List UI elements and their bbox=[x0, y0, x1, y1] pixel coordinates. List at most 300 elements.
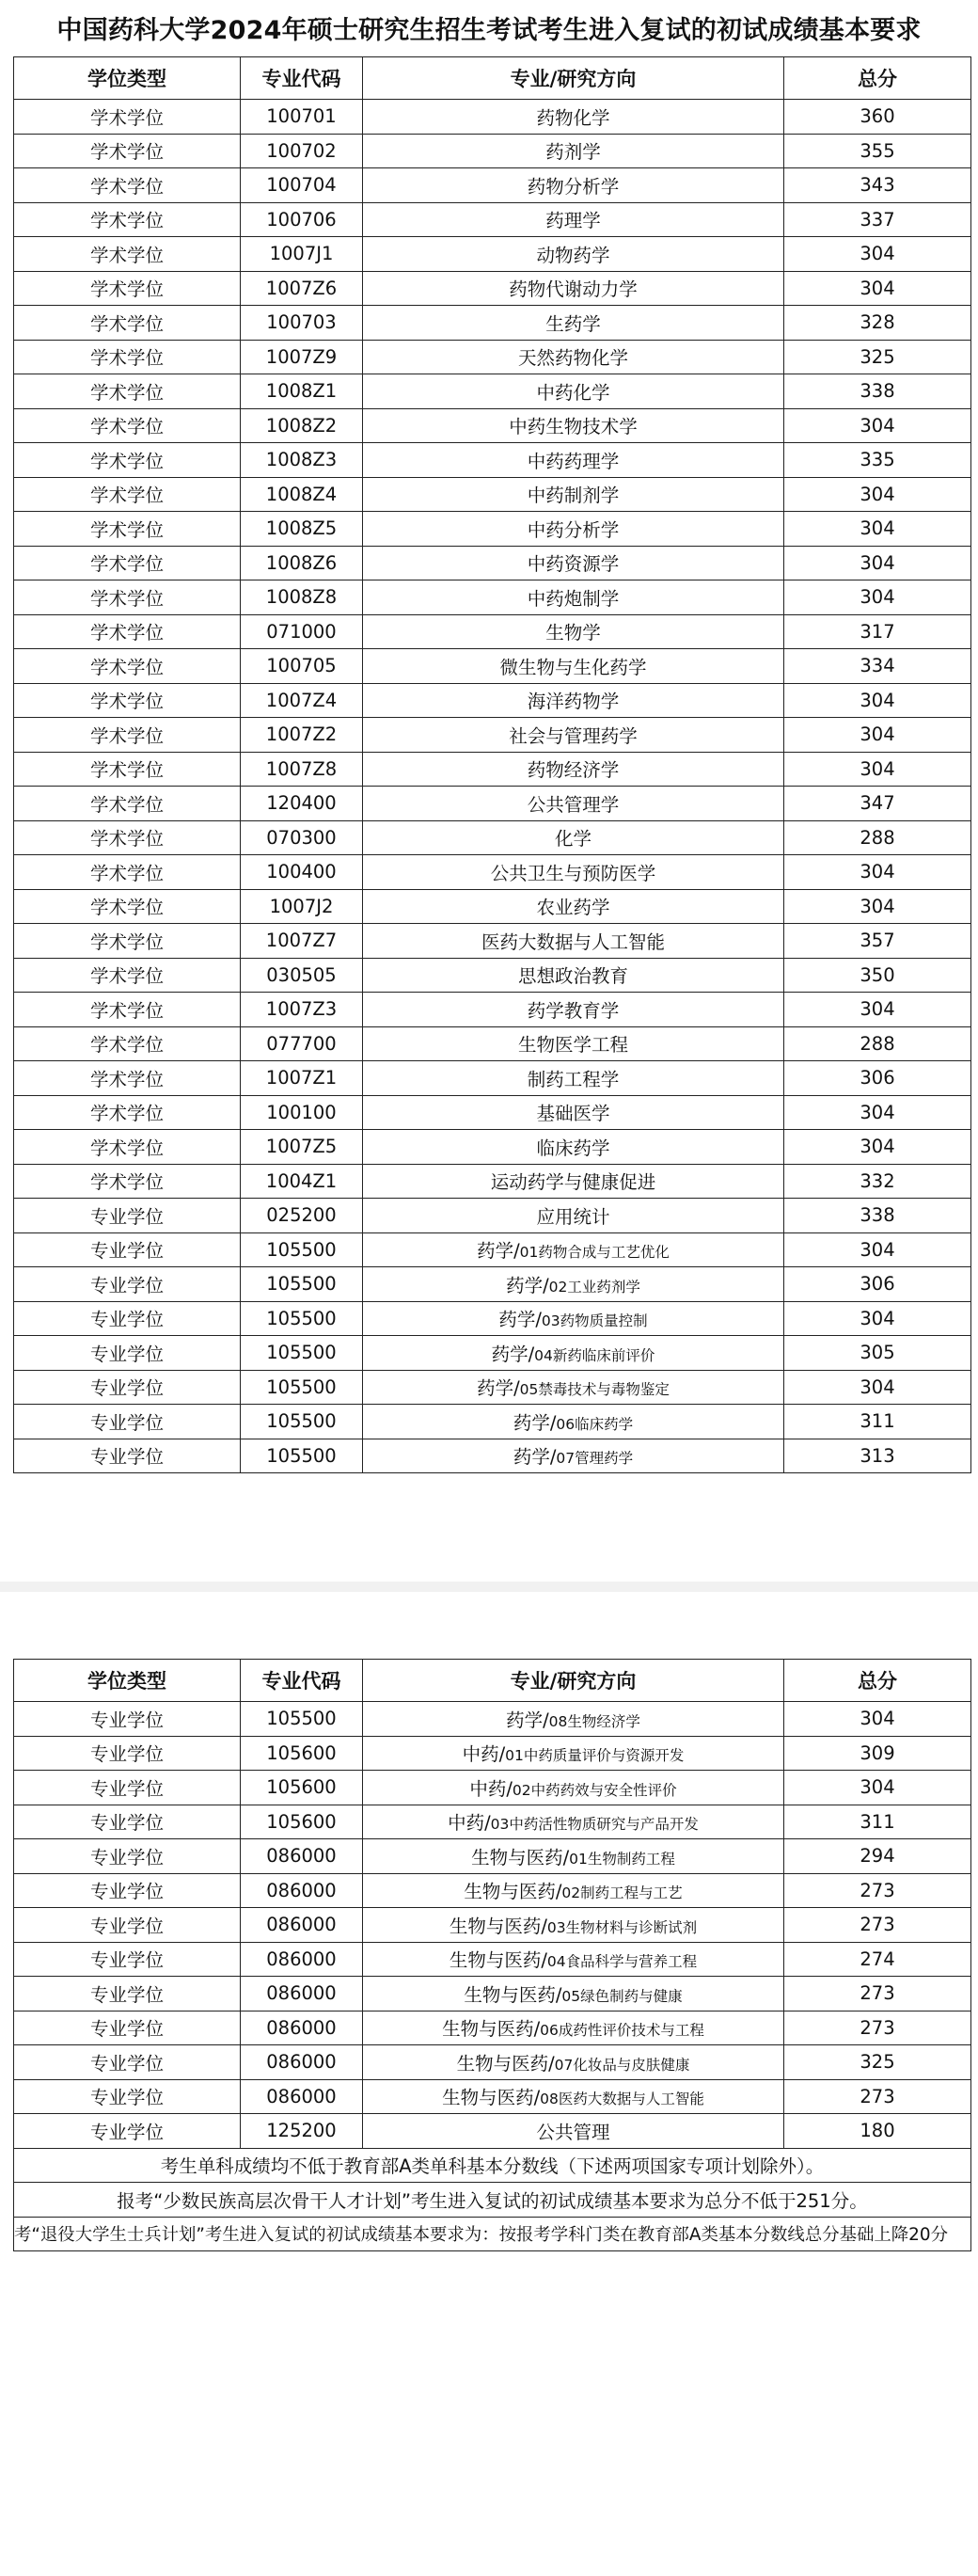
major-name: 药学/ bbox=[506, 1709, 549, 1731]
major-name: 中药资源学 bbox=[527, 553, 620, 576]
cell-major-direction bbox=[363, 889, 784, 924]
header-total-score: 总分 bbox=[784, 57, 971, 100]
major-name: 生物与医药/ bbox=[464, 1881, 562, 1903]
cell-major-code: 1007Z3 bbox=[241, 993, 363, 1027]
cell-major-code: 1007Z6 bbox=[241, 271, 363, 306]
table-row bbox=[14, 1130, 971, 1165]
cell-total-score: 288 bbox=[784, 1026, 971, 1061]
cell-major-code: 1008Z6 bbox=[241, 546, 363, 580]
cell-major-code: 1008Z8 bbox=[241, 580, 363, 615]
cell-degree-type: 专业学位 bbox=[14, 1702, 241, 1737]
major-name: 中药/ bbox=[469, 1777, 513, 1800]
cell-major-direction bbox=[363, 649, 784, 684]
major-name: 药学/ bbox=[513, 1411, 557, 1434]
cell-total-score: 334 bbox=[784, 649, 971, 684]
cell-degree-type: 学术学位 bbox=[14, 1164, 241, 1199]
cell-total-score: 325 bbox=[784, 340, 971, 374]
research-direction: 03药物质量控制 bbox=[541, 1312, 648, 1330]
research-direction: 01生物制药工程 bbox=[569, 1850, 675, 1868]
cell-major-code: 086000 bbox=[241, 1873, 363, 1908]
cell-major-direction bbox=[363, 683, 784, 718]
cell-major-code: 105600 bbox=[241, 1771, 363, 1805]
cell-major-direction bbox=[363, 1977, 784, 2012]
cell-degree-type: 专业学位 bbox=[14, 1977, 241, 2012]
table-row bbox=[14, 1839, 971, 1874]
table-row bbox=[14, 1164, 971, 1199]
cell-total-score: 304 bbox=[784, 752, 971, 787]
cell-degree-type: 学术学位 bbox=[14, 614, 241, 649]
cell-total-score: 332 bbox=[784, 1164, 971, 1199]
table-row bbox=[14, 787, 971, 821]
cell-degree-type: 学术学位 bbox=[14, 512, 241, 547]
cell-total-score: 304 bbox=[784, 993, 971, 1027]
cell-total-score: 313 bbox=[784, 1439, 971, 1473]
table-row bbox=[14, 202, 971, 237]
cell-total-score: 304 bbox=[784, 1771, 971, 1805]
cell-total-score: 273 bbox=[784, 2011, 971, 2045]
cell-total-score: 306 bbox=[784, 1061, 971, 1096]
table-row bbox=[14, 1199, 971, 1233]
major-name: 药学/ bbox=[513, 1446, 557, 1469]
cell-total-score: 304 bbox=[784, 718, 971, 753]
table-row bbox=[14, 889, 971, 924]
cell-total-score: 304 bbox=[784, 1702, 971, 1737]
cell-major-code: 105500 bbox=[241, 1301, 363, 1336]
research-direction: 07化妆品与皮肤健康 bbox=[554, 2056, 690, 2074]
table-row bbox=[14, 580, 971, 615]
major-name: 微生物与生化药学 bbox=[499, 656, 647, 678]
cell-degree-type: 学术学位 bbox=[14, 787, 241, 821]
major-name: 公共管理 bbox=[536, 2121, 610, 2143]
table-row bbox=[14, 134, 971, 168]
cell-major-direction bbox=[363, 2045, 784, 2080]
cell-total-score: 311 bbox=[784, 1405, 971, 1439]
table-row bbox=[14, 1405, 971, 1439]
cell-major-direction bbox=[363, 752, 784, 787]
table-body bbox=[14, 1702, 971, 2149]
cell-major-direction bbox=[363, 1942, 784, 1977]
cell-degree-type: 学术学位 bbox=[14, 477, 241, 512]
research-direction: 03中药活性物质研究与产品开发 bbox=[490, 1816, 699, 1834]
table-row bbox=[14, 100, 971, 135]
research-direction: 06成药性评价技术与工程 bbox=[540, 2022, 704, 2040]
cell-major-direction bbox=[363, 477, 784, 512]
major-name: 药物经济学 bbox=[527, 759, 620, 782]
cell-total-score: 306 bbox=[784, 1267, 971, 1302]
cell-total-score: 337 bbox=[784, 202, 971, 237]
cell-major-direction bbox=[363, 1232, 784, 1267]
cell-degree-type: 专业学位 bbox=[14, 1873, 241, 1908]
cell-major-direction bbox=[363, 1771, 784, 1805]
cell-major-direction bbox=[363, 546, 784, 580]
cell-major-code: 105500 bbox=[241, 1336, 363, 1371]
research-direction: 08医药大数据与人工智能 bbox=[540, 2091, 704, 2108]
cell-total-score: 273 bbox=[784, 1873, 971, 1908]
research-direction: 04食品科学与营养工程 bbox=[546, 1953, 698, 1971]
cell-major-code: 086000 bbox=[241, 1977, 363, 2012]
table-row bbox=[14, 1702, 971, 1737]
table-row bbox=[14, 683, 971, 718]
cell-degree-type: 学术学位 bbox=[14, 134, 241, 168]
cell-major-code: 1008Z4 bbox=[241, 477, 363, 512]
cell-degree-type: 学术学位 bbox=[14, 718, 241, 753]
major-name: 生物与医药/ bbox=[464, 1983, 562, 2006]
major-name: 农业药学 bbox=[536, 897, 610, 919]
table-row bbox=[14, 2045, 971, 2080]
cell-major-code: 100702 bbox=[241, 134, 363, 168]
cell-major-direction bbox=[363, 787, 784, 821]
cell-total-score: 273 bbox=[784, 1977, 971, 2012]
table-row bbox=[14, 2114, 971, 2149]
cell-major-code: 1008Z5 bbox=[241, 512, 363, 547]
table-row bbox=[14, 752, 971, 787]
header-major-direction: 专业/研究方向 bbox=[363, 1660, 784, 1702]
table-row bbox=[14, 408, 971, 443]
major-name: 社会与管理药学 bbox=[509, 724, 638, 747]
cell-degree-type: 专业学位 bbox=[14, 1805, 241, 1839]
research-direction: 04新药临床前评价 bbox=[534, 1346, 655, 1364]
table-row bbox=[14, 649, 971, 684]
table-row bbox=[14, 2079, 971, 2114]
header-total-score: 总分 bbox=[784, 1660, 971, 1702]
cell-degree-type: 专业学位 bbox=[14, 1771, 241, 1805]
cell-major-code: 100703 bbox=[241, 306, 363, 341]
table-row bbox=[14, 443, 971, 478]
major-name: 生物医学工程 bbox=[517, 1034, 628, 1057]
cell-total-score: 360 bbox=[784, 100, 971, 135]
cell-major-code: 105500 bbox=[241, 1232, 363, 1267]
table-row bbox=[14, 614, 971, 649]
table-row bbox=[14, 340, 971, 374]
cell-major-direction bbox=[363, 1873, 784, 1908]
note-row bbox=[14, 2217, 971, 2251]
cell-major-code: 100701 bbox=[241, 100, 363, 135]
cell-major-code: 120400 bbox=[241, 787, 363, 821]
major-name: 天然药物化学 bbox=[517, 347, 628, 370]
cell-degree-type: 学术学位 bbox=[14, 993, 241, 1027]
cell-major-direction bbox=[363, 1805, 784, 1839]
cell-major-direction bbox=[363, 855, 784, 890]
cell-major-direction bbox=[363, 1301, 784, 1336]
cell-major-code: 100100 bbox=[241, 1095, 363, 1130]
cell-major-code: 1007J2 bbox=[241, 889, 363, 924]
major-name: 公共卫生与预防医学 bbox=[490, 862, 656, 884]
cell-major-direction bbox=[363, 2079, 784, 2114]
cell-major-direction bbox=[363, 958, 784, 993]
cell-major-code: 086000 bbox=[241, 1942, 363, 1977]
major-name: 公共管理学 bbox=[527, 793, 620, 816]
cell-total-score: 180 bbox=[784, 2114, 971, 2149]
table-row bbox=[14, 1942, 971, 1977]
research-direction: 08生物经济学 bbox=[548, 1712, 640, 1730]
cell-degree-type: 学术学位 bbox=[14, 340, 241, 374]
cell-degree-type: 学术学位 bbox=[14, 649, 241, 684]
major-name: 生物与医药/ bbox=[442, 2018, 541, 2041]
cell-major-direction bbox=[363, 1026, 784, 1061]
cell-degree-type: 专业学位 bbox=[14, 1405, 241, 1439]
cell-major-direction bbox=[363, 2114, 784, 2149]
score-table-part-1 bbox=[13, 56, 971, 1473]
cell-major-code: 125200 bbox=[241, 2114, 363, 2149]
major-name: 生物与医药/ bbox=[449, 1949, 547, 1972]
header-degree-type: 学位类型 bbox=[14, 57, 241, 100]
major-name: 思想政治教育 bbox=[517, 965, 628, 988]
cell-degree-type: 专业学位 bbox=[14, 1839, 241, 1874]
cell-major-direction bbox=[363, 202, 784, 237]
table-row bbox=[14, 168, 971, 203]
cell-total-score: 317 bbox=[784, 614, 971, 649]
major-name: 临床药学 bbox=[536, 1137, 610, 1159]
cell-major-code: 1007Z1 bbox=[241, 1061, 363, 1096]
major-name: 中药制剂学 bbox=[527, 485, 620, 507]
cell-total-score: 304 bbox=[784, 237, 971, 272]
cell-major-direction bbox=[363, 1164, 784, 1199]
major-name: 中药/ bbox=[462, 1743, 506, 1766]
cell-total-score: 274 bbox=[784, 1942, 971, 1977]
cell-major-direction bbox=[363, 1736, 784, 1771]
cell-total-score: 347 bbox=[784, 787, 971, 821]
cell-major-code: 105500 bbox=[241, 1267, 363, 1302]
cell-degree-type: 学术学位 bbox=[14, 1130, 241, 1165]
major-name: 药学/ bbox=[491, 1343, 535, 1365]
cell-total-score: 335 bbox=[784, 443, 971, 478]
cell-total-score: 350 bbox=[784, 958, 971, 993]
table-row bbox=[14, 374, 971, 409]
cell-degree-type: 学术学位 bbox=[14, 1026, 241, 1061]
cell-degree-type: 学术学位 bbox=[14, 408, 241, 443]
cell-major-code: 105600 bbox=[241, 1805, 363, 1839]
table-row bbox=[14, 1267, 971, 1302]
header-major-code: 专业代码 bbox=[241, 1660, 363, 1702]
score-table-part-2 bbox=[13, 1659, 971, 2251]
cell-degree-type: 学术学位 bbox=[14, 202, 241, 237]
cell-major-code: 105500 bbox=[241, 1405, 363, 1439]
major-name: 中药炮制学 bbox=[527, 587, 620, 610]
cell-degree-type: 专业学位 bbox=[14, 1301, 241, 1336]
cell-major-code: 071000 bbox=[241, 614, 363, 649]
cell-major-direction bbox=[363, 168, 784, 203]
cell-total-score: 311 bbox=[784, 1805, 971, 1839]
cell-degree-type: 学术学位 bbox=[14, 752, 241, 787]
cell-major-code: 100705 bbox=[241, 649, 363, 684]
table-row bbox=[14, 1061, 971, 1096]
major-name: 医药大数据与人工智能 bbox=[481, 930, 665, 953]
cell-degree-type: 学术学位 bbox=[14, 855, 241, 890]
table-header-row bbox=[14, 1660, 971, 1702]
table-row bbox=[14, 1771, 971, 1805]
major-name: 生物与医药/ bbox=[456, 2052, 555, 2075]
cell-major-direction bbox=[363, 1839, 784, 1874]
cell-major-direction bbox=[363, 1702, 784, 1737]
research-direction: 02制药工程与工艺 bbox=[561, 1884, 683, 1902]
table-row bbox=[14, 993, 971, 1027]
cell-degree-type: 专业学位 bbox=[14, 1439, 241, 1473]
cell-total-score: 338 bbox=[784, 374, 971, 409]
table-row bbox=[14, 1026, 971, 1061]
cell-degree-type: 学术学位 bbox=[14, 580, 241, 615]
major-name: 应用统计 bbox=[536, 1205, 610, 1228]
cell-major-code: 025200 bbox=[241, 1199, 363, 1233]
cell-degree-type: 学术学位 bbox=[14, 271, 241, 306]
cell-degree-type: 专业学位 bbox=[14, 1908, 241, 1943]
cell-major-direction bbox=[363, 580, 784, 615]
cell-major-direction bbox=[363, 1199, 784, 1233]
cell-major-code: 086000 bbox=[241, 1908, 363, 1943]
table-body bbox=[14, 100, 971, 1473]
note-row bbox=[14, 2148, 971, 2183]
major-name: 制药工程学 bbox=[527, 1068, 620, 1090]
cell-major-direction bbox=[363, 443, 784, 478]
table-row bbox=[14, 2011, 971, 2045]
cell-degree-type: 学术学位 bbox=[14, 820, 241, 855]
cell-major-code: 1008Z3 bbox=[241, 443, 363, 478]
table-row bbox=[14, 718, 971, 753]
table-row bbox=[14, 1301, 971, 1336]
cell-major-code: 1007Z4 bbox=[241, 683, 363, 718]
cell-degree-type: 学术学位 bbox=[14, 100, 241, 135]
cell-major-direction bbox=[363, 1095, 784, 1130]
major-name: 海洋药物学 bbox=[527, 691, 620, 713]
cell-degree-type: 学术学位 bbox=[14, 683, 241, 718]
page-separator bbox=[0, 1582, 978, 1592]
cell-total-score: 343 bbox=[784, 168, 971, 203]
research-direction: 05禁毒技术与毒物鉴定 bbox=[519, 1381, 670, 1399]
cell-major-direction bbox=[363, 718, 784, 753]
cell-major-direction bbox=[363, 306, 784, 341]
cell-major-code: 077700 bbox=[241, 1026, 363, 1061]
major-name: 生物与医药/ bbox=[471, 1846, 570, 1868]
cell-total-score: 328 bbox=[784, 306, 971, 341]
cell-total-score: 304 bbox=[784, 683, 971, 718]
major-name: 药物分析学 bbox=[527, 175, 620, 198]
cell-degree-type: 学术学位 bbox=[14, 374, 241, 409]
cell-major-direction bbox=[363, 924, 784, 959]
table-row bbox=[14, 820, 971, 855]
cell-major-code: 1007Z5 bbox=[241, 1130, 363, 1165]
cell-degree-type: 专业学位 bbox=[14, 1370, 241, 1405]
cell-major-direction bbox=[363, 271, 784, 306]
cell-major-code: 1007Z7 bbox=[241, 924, 363, 959]
table-row bbox=[14, 1908, 971, 1943]
table-row bbox=[14, 477, 971, 512]
cell-major-direction bbox=[363, 1370, 784, 1405]
cell-total-score: 304 bbox=[784, 1370, 971, 1405]
cell-major-code: 1008Z2 bbox=[241, 408, 363, 443]
cell-major-code: 105600 bbox=[241, 1736, 363, 1771]
cell-major-code: 086000 bbox=[241, 2011, 363, 2045]
major-name: 运动药学与健康促进 bbox=[490, 1171, 656, 1194]
table-row bbox=[14, 1232, 971, 1267]
cell-major-direction bbox=[363, 512, 784, 547]
cell-major-direction bbox=[363, 237, 784, 272]
cell-degree-type: 学术学位 bbox=[14, 958, 241, 993]
cell-major-direction bbox=[363, 340, 784, 374]
cell-total-score: 294 bbox=[784, 1839, 971, 1874]
cell-major-code: 1004Z1 bbox=[241, 1164, 363, 1199]
cell-degree-type: 学术学位 bbox=[14, 168, 241, 203]
table-row bbox=[14, 546, 971, 580]
research-direction: 06临床药学 bbox=[556, 1415, 634, 1433]
cell-major-code: 105500 bbox=[241, 1702, 363, 1737]
cell-major-code: 1007Z8 bbox=[241, 752, 363, 787]
cell-degree-type: 专业学位 bbox=[14, 1232, 241, 1267]
major-name: 中药/ bbox=[448, 1812, 491, 1835]
major-name: 化学 bbox=[554, 828, 592, 851]
cell-major-direction bbox=[363, 1336, 784, 1371]
major-name: 基础医学 bbox=[536, 1103, 610, 1125]
cell-degree-type: 学术学位 bbox=[14, 1095, 241, 1130]
table-row bbox=[14, 306, 971, 341]
research-direction: 01中药质量评价与资源开发 bbox=[505, 1747, 685, 1765]
cell-major-code: 1008Z1 bbox=[241, 374, 363, 409]
cell-major-code: 086000 bbox=[241, 2045, 363, 2080]
research-direction: 02工业药剂学 bbox=[548, 1278, 640, 1296]
cell-degree-type: 学术学位 bbox=[14, 546, 241, 580]
header-degree-type: 学位类型 bbox=[14, 1660, 241, 1702]
cell-major-code: 100704 bbox=[241, 168, 363, 203]
table-header-row bbox=[14, 57, 971, 100]
cell-total-score: 304 bbox=[784, 512, 971, 547]
note-minority-plan: 报考“少数民族高层次骨干人才计划”考生进入复试的初试成绩基本要求为总分不低于251分。 bbox=[14, 2183, 971, 2218]
cell-degree-type: 专业学位 bbox=[14, 2079, 241, 2114]
major-name: 中药药理学 bbox=[527, 450, 620, 472]
cell-major-code: 086000 bbox=[241, 1839, 363, 1874]
major-name: 生药学 bbox=[545, 312, 601, 335]
cell-degree-type: 学术学位 bbox=[14, 889, 241, 924]
table-row bbox=[14, 855, 971, 890]
table-row bbox=[14, 1336, 971, 1371]
table-row bbox=[14, 1977, 971, 2012]
cell-total-score: 304 bbox=[784, 408, 971, 443]
cell-major-code: 1007Z2 bbox=[241, 718, 363, 753]
cell-total-score: 355 bbox=[784, 134, 971, 168]
cell-major-direction bbox=[363, 1439, 784, 1473]
cell-total-score: 304 bbox=[784, 271, 971, 306]
cell-major-direction bbox=[363, 993, 784, 1027]
major-name: 中药化学 bbox=[536, 381, 610, 404]
major-name: 药物代谢动力学 bbox=[509, 278, 638, 301]
table-row bbox=[14, 237, 971, 272]
note-single-subject: 考生单科成绩均不低于教育部A类单科基本分数线（下述两项国家专项计划除外）。 bbox=[14, 2148, 971, 2183]
research-direction: 07管理药学 bbox=[556, 1450, 634, 1468]
cell-major-direction bbox=[363, 1130, 784, 1165]
cell-degree-type: 专业学位 bbox=[14, 1199, 241, 1233]
major-name: 生物与医药/ bbox=[442, 2087, 541, 2109]
cell-total-score: 305 bbox=[784, 1336, 971, 1371]
cell-major-direction bbox=[363, 614, 784, 649]
table-row bbox=[14, 1095, 971, 1130]
cell-total-score: 288 bbox=[784, 820, 971, 855]
cell-major-code: 070300 bbox=[241, 820, 363, 855]
cell-total-score: 325 bbox=[784, 2045, 971, 2080]
cell-major-direction bbox=[363, 134, 784, 168]
cell-degree-type: 专业学位 bbox=[14, 1336, 241, 1371]
cell-total-score: 273 bbox=[784, 2079, 971, 2114]
cell-major-direction bbox=[363, 1061, 784, 1096]
table-row bbox=[14, 1370, 971, 1405]
table-row bbox=[14, 1439, 971, 1473]
major-name: 药物化学 bbox=[536, 106, 610, 129]
note-veteran-plan: 考“退役大学生士兵计划”考生进入复试的初试成绩基本要求为：按报考学科门类在教育部A类基本分数线总分基础上降20分 bbox=[14, 2217, 971, 2251]
cell-major-direction bbox=[363, 374, 784, 409]
cell-degree-type: 专业学位 bbox=[14, 2045, 241, 2080]
table-row bbox=[14, 1736, 971, 1771]
major-name: 生物与医药/ bbox=[449, 1915, 547, 1937]
cell-degree-type: 学术学位 bbox=[14, 443, 241, 478]
cell-total-score: 357 bbox=[784, 924, 971, 959]
cell-total-score: 304 bbox=[784, 546, 971, 580]
cell-major-code: 105500 bbox=[241, 1439, 363, 1473]
